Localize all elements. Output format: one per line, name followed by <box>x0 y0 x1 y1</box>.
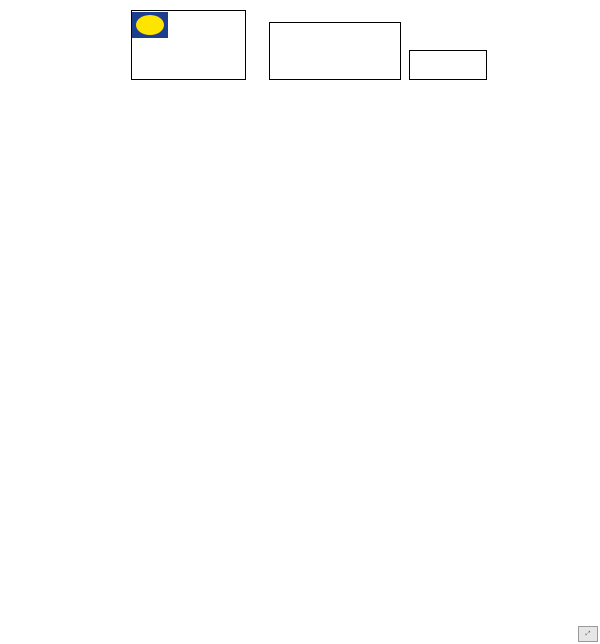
expand-icon[interactable]: ⤢ <box>578 626 598 642</box>
